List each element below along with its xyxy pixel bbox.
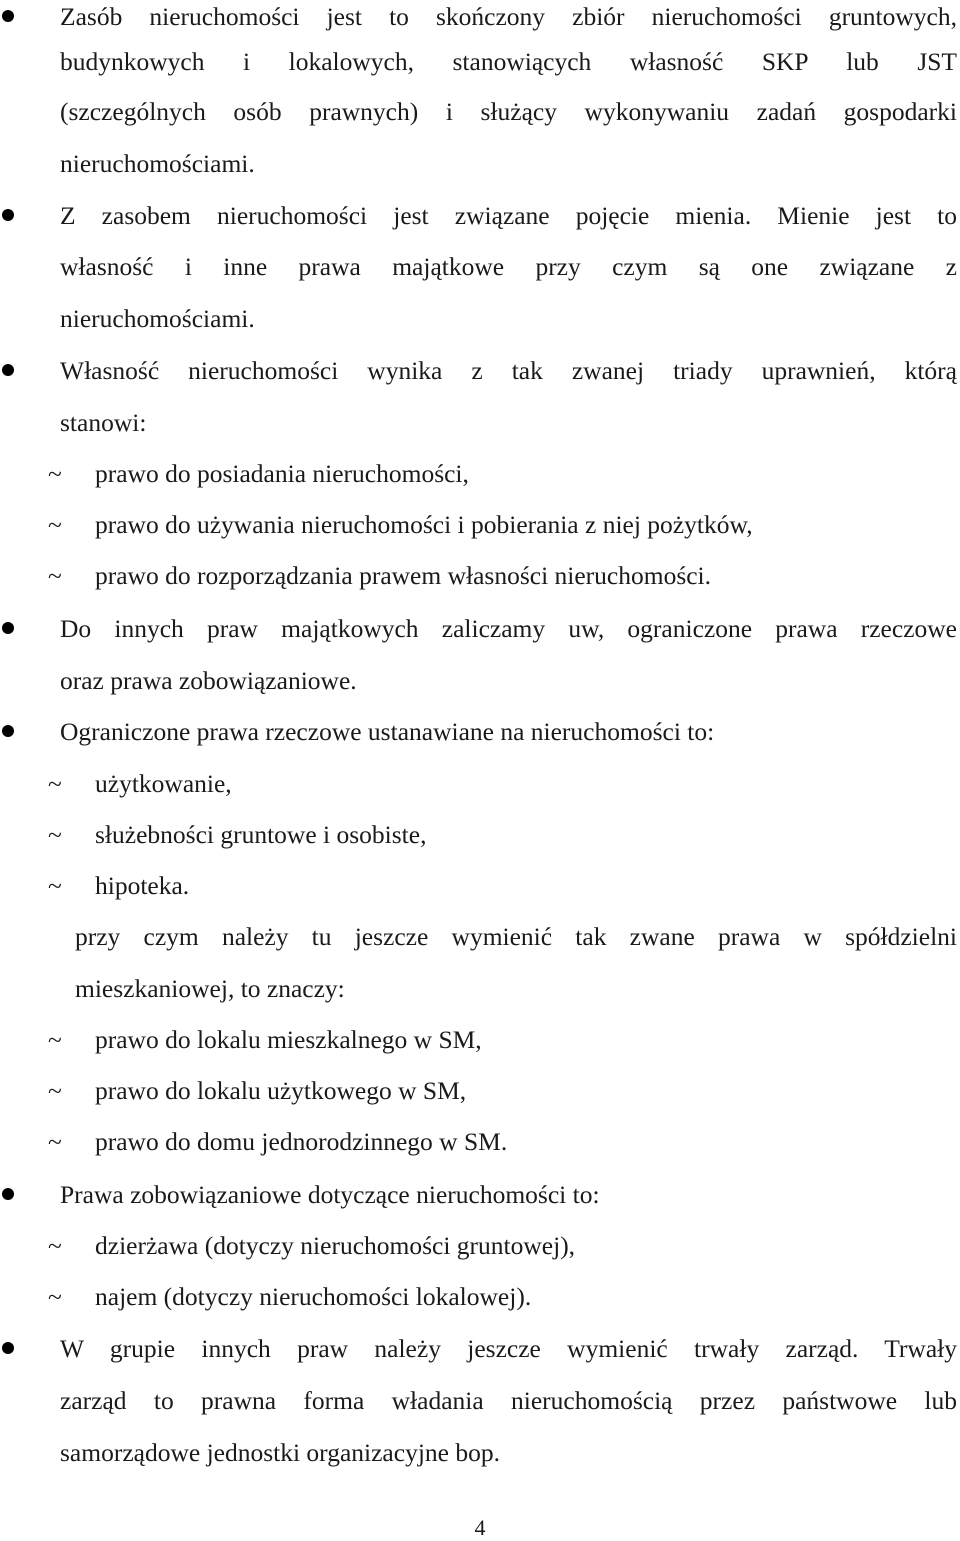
sub-item-text: prawo do domu jednorodzinnego w SM. (95, 1127, 508, 1156)
text-line-row (0, 664, 960, 698)
tilde-marker: ~ (48, 1231, 62, 1260)
sub-list-item (0, 869, 960, 903)
text-line-row (0, 1384, 960, 1418)
text-line: Ograniczone prawa rzeczowe ustanawiane na nieruchomości to: (60, 717, 715, 746)
bullet-icon (2, 622, 14, 634)
sub-list-item (0, 1125, 960, 1159)
tilde-marker: ~ (48, 510, 62, 539)
sub-item-text: prawo do posiadania nieruchomości, (95, 459, 469, 488)
text-line: Własność nieruchomości wynika z tak zwanej triady uprawnień, którą (60, 356, 957, 385)
bullet-icon (2, 1188, 14, 1200)
sub-list-item (0, 818, 960, 852)
continuation-text: przy czym należy tu jeszcze wymienić tak zwane prawa w spółdzielni (75, 922, 957, 951)
text-line: budynkowych i lokalowych, stanowiących własność SKP lub JST (60, 47, 957, 76)
sub-item-text: prawo do używania nieruchomości i pobierania z niej pożytków, (95, 510, 753, 539)
list-item (0, 715, 960, 749)
sub-item-text: najem (dotyczy nieruchomości lokalowej). (95, 1282, 532, 1311)
text-line: Do innych praw majątkowych zaliczamy uw, ograniczone prawa rzeczowe (60, 614, 957, 643)
sub-item-text: hipoteka. (95, 871, 190, 900)
sub-item-text: prawo do lokalu mieszkalnego w SM, (95, 1025, 482, 1054)
text-line-row (0, 406, 960, 440)
sub-list-item (0, 1229, 960, 1263)
sub-list-item (0, 767, 960, 801)
sub-item-text: służebności gruntowe i osobiste, (95, 820, 427, 849)
text-line: Z zasobem nieruchomości jest związane pojęcie mienia. Mienie jest to (60, 201, 957, 230)
text-line-row (0, 147, 960, 181)
list-item (0, 354, 960, 388)
text-line: stanowi: (60, 408, 147, 437)
sub-list-item (0, 1280, 960, 1314)
tilde-marker: ~ (48, 1076, 62, 1105)
text-line: zarząd to prawna forma władania nieruchomością przez państwowe lub (60, 1386, 957, 1415)
sub-item-text: użytkowanie, (95, 769, 232, 798)
list-item (0, 612, 960, 646)
text-line-row (0, 1436, 960, 1470)
bullet-icon (2, 364, 14, 376)
sub-item-text: prawo do rozporządzania prawem własności nieruchomości. (95, 561, 712, 590)
list-item (0, 199, 960, 233)
list-item (0, 1178, 960, 1212)
sub-list-item (0, 508, 960, 542)
tilde-marker: ~ (48, 769, 62, 798)
text-line: samorządowe jednostki organizacyjne bop. (60, 1438, 500, 1467)
text-line: nieruchomościami. (60, 149, 255, 178)
bullet-icon (2, 725, 14, 737)
tilde-marker: ~ (48, 459, 62, 488)
text-line: W grupie innych praw należy jeszcze wymienić trwały zarząd. Trwały (60, 1334, 957, 1363)
sub-list-item (0, 1074, 960, 1108)
sub-list-item (0, 457, 960, 491)
tilde-marker: ~ (48, 1282, 62, 1311)
text-line: własność i inne prawa majątkowe przy czym są one związane z (60, 252, 957, 281)
text-line-row (0, 920, 960, 954)
sub-item-text: prawo do lokalu użytkowego w SM, (95, 1076, 467, 1105)
text-line-row (0, 95, 960, 129)
tilde-marker: ~ (48, 1127, 62, 1156)
page-number: 4 (474, 1515, 486, 1540)
bullet-icon (2, 1342, 14, 1354)
text-line-row (0, 250, 960, 284)
tilde-marker: ~ (48, 871, 62, 900)
text-line-row (0, 972, 960, 1006)
list-item (0, 1332, 960, 1366)
tilde-marker: ~ (48, 1025, 62, 1054)
bullet-icon (2, 10, 14, 22)
tilde-marker: ~ (48, 561, 62, 590)
text-line-row (0, 302, 960, 336)
text-line-row (0, 45, 960, 79)
sub-item-text: dzierżawa (dotyczy nieruchomości gruntowej), (95, 1231, 576, 1260)
list-item (0, 0, 960, 34)
text-line: oraz prawa zobowiązaniowe. (60, 666, 357, 695)
continuation-text: mieszkaniowej, to znaczy: (75, 974, 345, 1003)
text-line: (szczególnych osób prawnych) i służący wykonywaniu zadań gospodarki (60, 97, 957, 126)
text-line: Zasób nieruchomości jest to skończony zbiór nieruchomości gruntowych, (60, 2, 957, 31)
sub-list-item (0, 1023, 960, 1057)
tilde-marker: ~ (48, 820, 62, 849)
text-line: nieruchomościami. (60, 304, 255, 333)
sub-list-item (0, 559, 960, 593)
bullet-icon (2, 209, 14, 221)
text-line: Prawa zobowiązaniowe dotyczące nieruchomości to: (60, 1180, 600, 1209)
